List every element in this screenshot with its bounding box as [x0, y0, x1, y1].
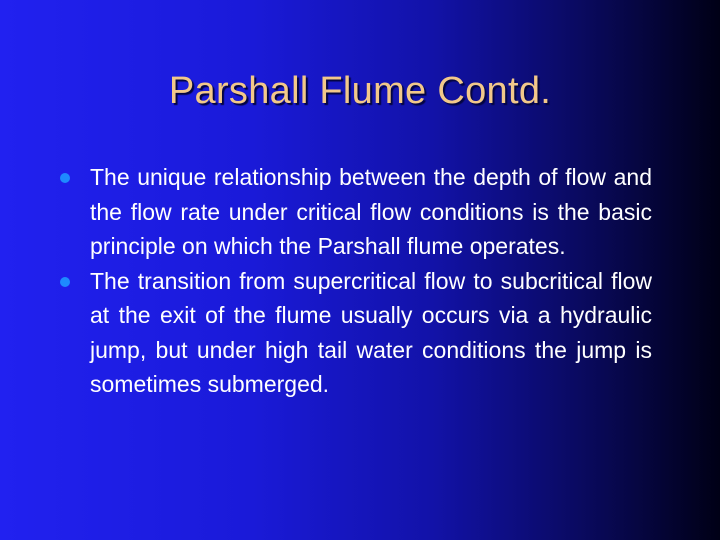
slide-title: Parshall Flume Contd. — [168, 70, 552, 112]
bullet-text: The transition from supercritical flow to subcritical flow at the exit of the flume usually occurs via a hydraulic jump, but under high tail water conditions the jump is sometimes submerged. — [90, 267, 652, 397]
bullet-item — [60, 264, 652, 402]
bullet-text: The unique relationship between the depth of flow and the flow rate under critical flow conditions is the basic principle on which the Parshall flume operates. — [90, 164, 652, 259]
bullet-list — [60, 160, 652, 402]
bullet-dot-icon — [60, 173, 70, 183]
bullet-item — [60, 160, 652, 264]
bullet-dot-icon — [60, 277, 70, 287]
